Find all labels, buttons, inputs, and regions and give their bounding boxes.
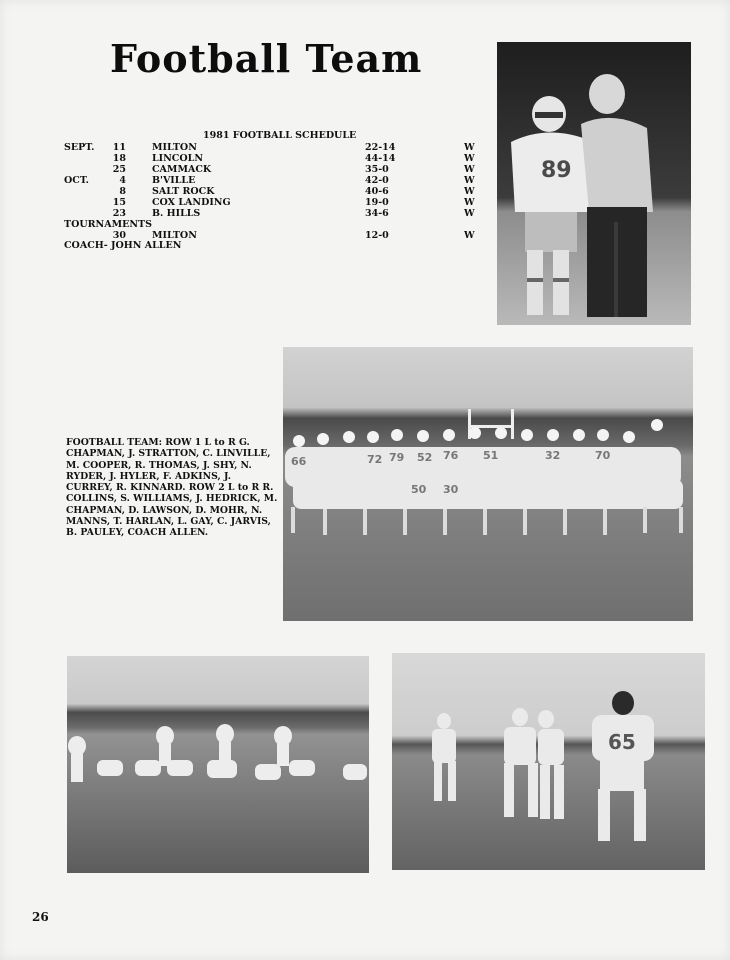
players-photo xyxy=(392,653,705,870)
schedule-opponent: SALT ROCK xyxy=(152,186,215,197)
schedule-day: 4 xyxy=(119,175,126,186)
coach-credit: COACH- JOHN ALLEN xyxy=(64,240,182,251)
schedule-day: 25 xyxy=(112,164,126,175)
schedule-score: 22-14 xyxy=(365,142,396,153)
team-photo-caption: FOOTBALL TEAM: ROW 1 L to R G. CHAPMAN, J. STRATTON, C. LINVILLE, M. COOPER, R. THOMAS, J. SHY, N. RYDER, J. HYLER, F. ADKINS, J. CURREY, R. KINNARD. ROW 2 L to R R. COLLINS, S. WILLIAMS, J. HEDRICK, M. CHAPMAN, D. LAWSON, D. MOHR, N. MANNS, T. HARLAN, L. GAY, C. JARVIS, B. PAULEY, COACH ALLEN. xyxy=(66,437,278,539)
schedule-result: W xyxy=(464,153,475,164)
schedule-result: W xyxy=(464,186,475,197)
schedule-opponent: B'VILLE xyxy=(152,175,196,186)
schedule-opponent: B. HILLS xyxy=(152,208,201,219)
schedule-day: 23 xyxy=(112,208,126,219)
schedule-score: 40-6 xyxy=(365,186,389,197)
jersey-number: 65 xyxy=(608,730,636,754)
jersey-number: 30 xyxy=(443,483,459,496)
jersey-number: 51 xyxy=(483,449,499,462)
schedule-section-label: TOURNAMENTS xyxy=(64,219,152,230)
schedule-score: 44-14 xyxy=(365,153,396,164)
schedule-score: 35-0 xyxy=(365,164,389,175)
schedule-opponent: MILTON xyxy=(152,142,197,153)
schedule-result: W xyxy=(464,175,475,186)
schedule-score: 19-0 xyxy=(365,197,389,208)
jersey-number: 79 xyxy=(389,451,405,464)
jersey-number: 52 xyxy=(417,451,433,464)
schedule-result: W xyxy=(464,208,475,219)
jersey-number: 70 xyxy=(595,449,611,462)
page-number: 26 xyxy=(32,910,49,924)
schedule-opponent: LINCOLN xyxy=(152,153,204,164)
schedule-score: 42-0 xyxy=(365,175,389,186)
jersey-number: 76 xyxy=(443,449,459,462)
schedule-opponent: MILTON xyxy=(152,230,197,241)
jersey-number: 50 xyxy=(411,483,427,496)
schedule-opponent: CAMMACK xyxy=(152,164,212,175)
schedule-title: 1981 FOOTBALL SCHEDULE xyxy=(203,130,357,141)
schedule-month: SEPT. xyxy=(64,142,95,153)
schedule-day: 8 xyxy=(119,186,126,197)
schedule-result: W xyxy=(464,230,475,241)
page-title: Football Team xyxy=(110,36,423,81)
schedule-opponent: COX LANDING xyxy=(152,197,231,208)
jersey-number: 72 xyxy=(367,453,383,466)
line-practice-photo xyxy=(67,656,369,873)
schedule-score: 12-0 xyxy=(365,230,389,241)
schedule-result: W xyxy=(464,197,475,208)
coach-player-photo xyxy=(497,42,691,325)
schedule-day: 18 xyxy=(112,153,126,164)
jersey-number: 89 xyxy=(541,158,572,183)
schedule-result: W xyxy=(464,164,475,175)
schedule-day: 15 xyxy=(112,197,126,208)
jersey-number: 32 xyxy=(545,449,561,462)
jersey-number: 66 xyxy=(291,455,307,468)
schedule-day: 11 xyxy=(112,142,126,153)
team-photo xyxy=(283,347,693,621)
schedule-day: 30 xyxy=(112,230,126,241)
schedule-result: W xyxy=(464,142,475,153)
schedule-month: OCT. xyxy=(64,175,89,186)
schedule-score: 34-6 xyxy=(365,208,389,219)
